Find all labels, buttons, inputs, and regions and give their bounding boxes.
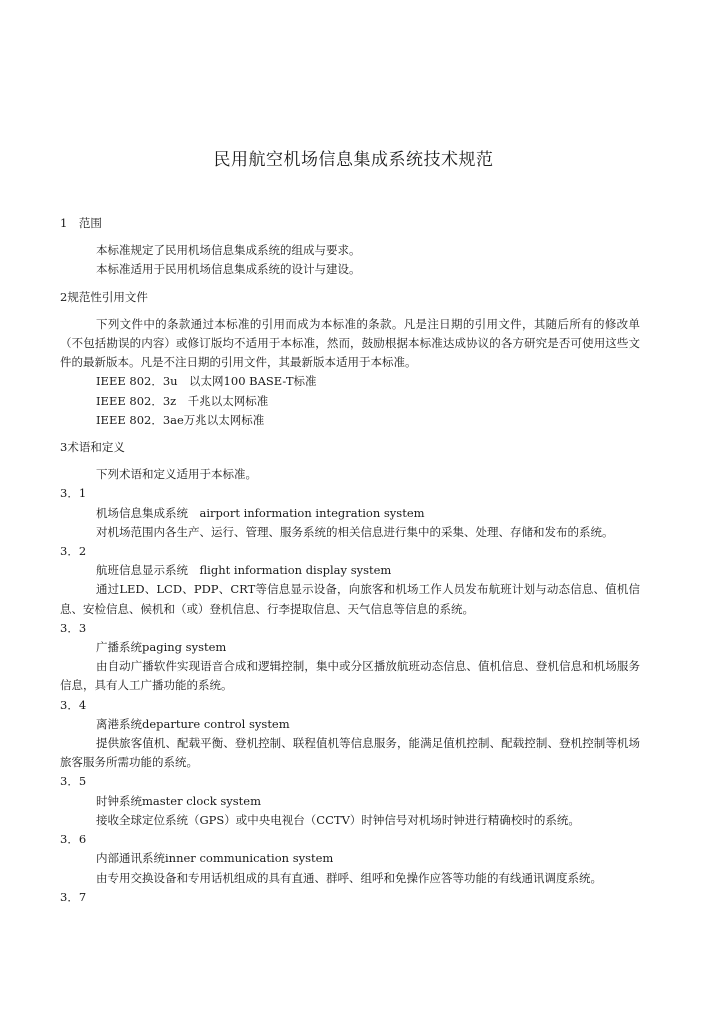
term-name: 机场信息集成系统 airport information integration system xyxy=(96,505,425,520)
section-3-intro: 下列术语和定义适用于本标准。 xyxy=(96,467,257,482)
section-2-intro: 下列文件中的条款通过本标准的引用而成为本标准的条款。凡是注日期的引用文件，其随后所有的修改单（不包括勘误的内容）或修订版均不适用于本标准，然而，鼓励根据本标准达成协议的各方研究是否可使用这些文件的最新版本。凡是不注日期的引用文件，其最新版本适用于本标准。 xyxy=(60,316,640,370)
term-number: 3．3 xyxy=(60,620,87,635)
document-title: 民用航空机场信息集成系统技术规范 xyxy=(213,150,494,170)
term-number: 3．5 xyxy=(60,774,87,789)
section-2-heading: 2规范性引用文件 xyxy=(60,289,148,304)
term-number: 3．1 xyxy=(60,486,87,501)
term-definition: 通过LED、LCD、PDP、CRT等信息显示设备，向旅客和机场工作人员发布航班计划与动态信息、值机信息、安检信息、候机和（或）登机信息、行李提取信息、天气信息等信息的系统。 xyxy=(60,582,640,616)
section-1-paragraph: 本标准规定了民用机场信息集成系统的组成与要求。 xyxy=(96,243,361,258)
term-number: 3．4 xyxy=(60,697,87,712)
term-number: 3．7 xyxy=(60,889,87,904)
term-name: 时钟系统master clock system xyxy=(96,793,261,808)
term-definition: 由专用交换设备和专用话机组成的具有直通、群呼、组呼和免操作应答等功能的有线通讯调度系统。 xyxy=(96,870,602,885)
term-name: 航班信息显示系统 flight information display system xyxy=(96,563,392,578)
term-definition: 对机场范围内各生产、运行、管理、服务系统的相关信息进行集中的采集、处理、存储和发布的系统。 xyxy=(96,524,614,539)
term-name: 内部通讯系统inner communication system xyxy=(96,851,334,866)
term-number: 3．2 xyxy=(60,544,87,559)
term-name: 离港系统departure control system xyxy=(96,716,290,731)
term-definition: 由自动广播软件实现语音合成和逻辑控制，集中或分区播放航班动态信息、值机信息、登机信息和机场服务信息，具有人工广播功能的系统。 xyxy=(60,659,640,693)
section-1-paragraph: 本标准适用于民用机场信息集成系统的设计与建设。 xyxy=(96,262,361,277)
section-3-heading: 3术语和定义 xyxy=(60,440,125,455)
document-body xyxy=(60,214,640,907)
term-definition: 提供旅客值机、配载平衡、登机控制、联程值机等信息服务，能满足值机控制、配载控制、登机控制等机场旅客服务所需功能的系统。 xyxy=(60,736,640,770)
normative-reference: IEEE 802．3z 千兆以太网标准 xyxy=(96,393,269,408)
term-definition: 接收全球定位系统（GPS）或中央电视台（CCTV）时钟信号对机场时钟进行精确校时的系统。 xyxy=(96,812,580,827)
normative-reference: IEEE 802．3ae万兆以太网标准 xyxy=(96,412,265,427)
term-number: 3．6 xyxy=(60,832,87,847)
normative-reference: IEEE 802．3u 以太网100 BASE-T标准 xyxy=(96,374,317,389)
section-1-heading: 1 范围 xyxy=(60,216,102,230)
term-name: 广播系统paging system xyxy=(96,640,227,655)
